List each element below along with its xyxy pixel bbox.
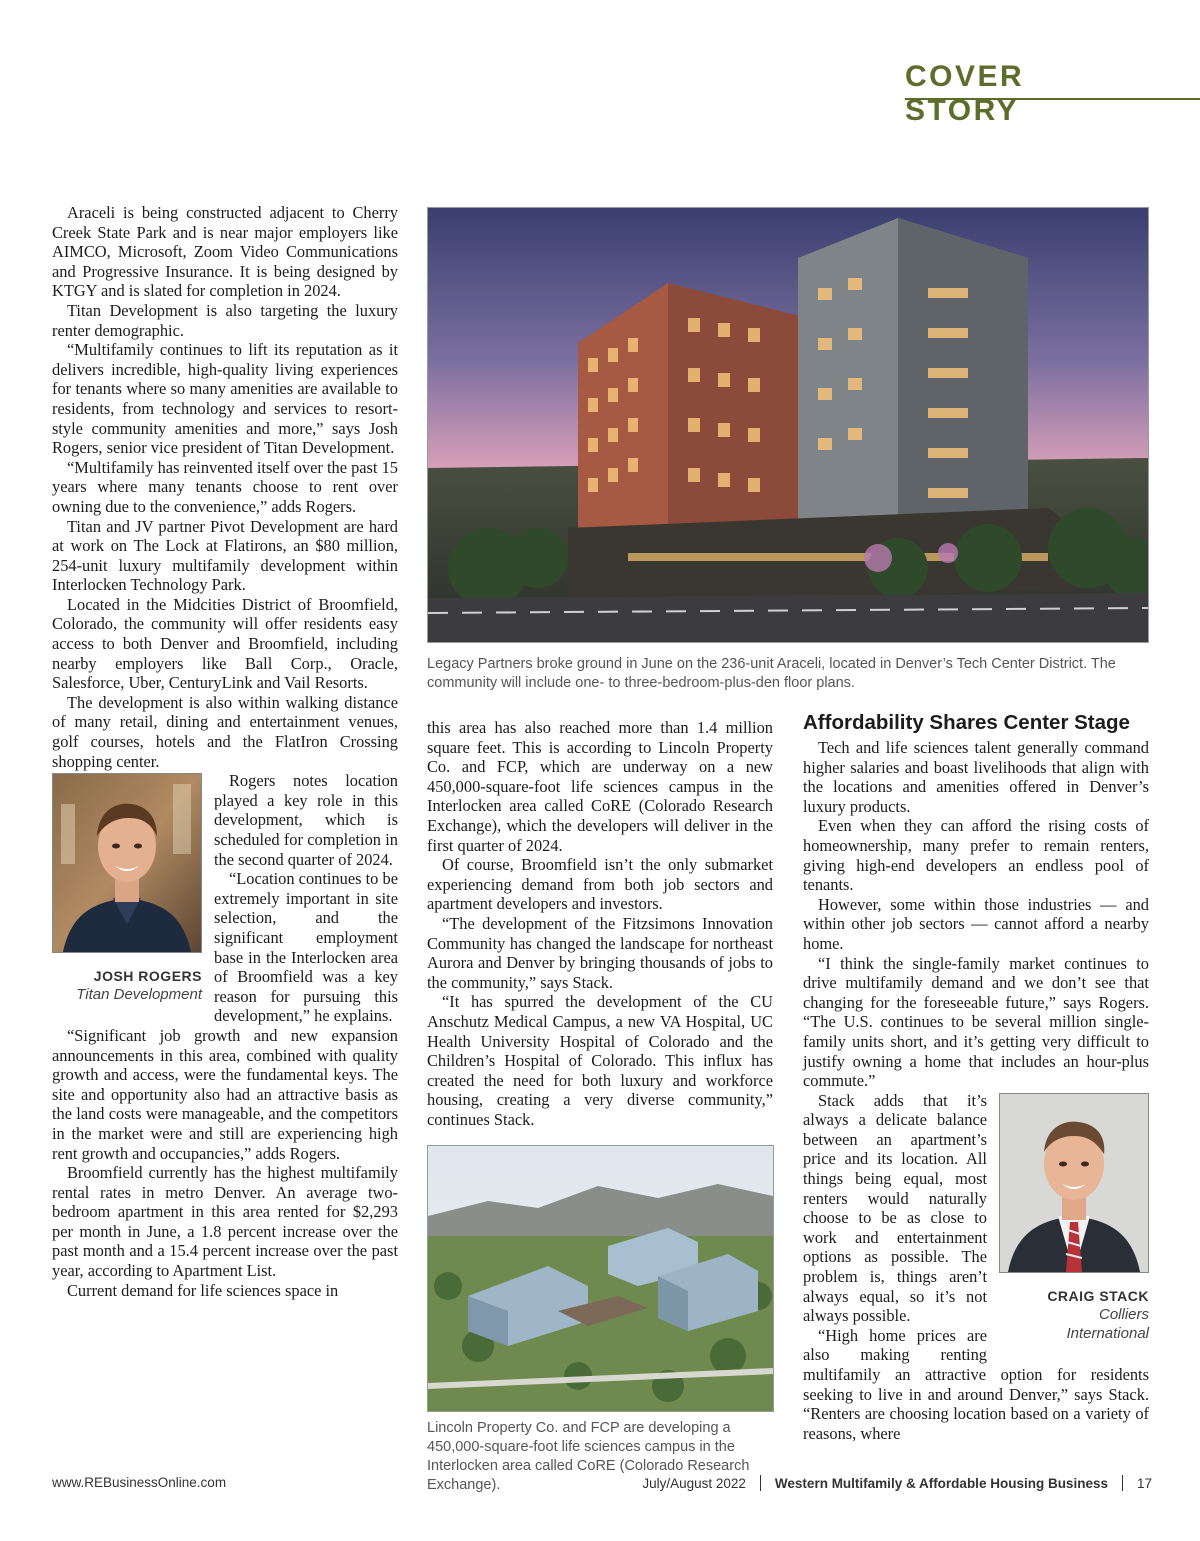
caption-org-line-2: International <box>1066 1324 1149 1342</box>
paragraph: Araceli is being constructed adjacent to Cherry Creek State Park and is near major employers like AIMCO, Microsoft, Zoom Video Communications and Progressive Insurance. It is being designed by KTGY and is slated for completion in 2024. <box>52 203 398 301</box>
section-title: COVER STORY <box>905 60 1025 127</box>
paragraph: Of course, Broomfield isn’t the only submarket experiencing demand from both job sectors and apartment developers and investors. <box>427 855 773 914</box>
core-campus-rendering-photo <box>427 1145 774 1412</box>
paragraph: However, some within those industries — and within other job sectors — cannot afford a nearby home. <box>803 894 1149 953</box>
paragraph: Located in the Midcities District of Broomfield, Colorado, the community will offer residents easy access to both Denver and Broomfield, including nearby employers like Ball Corp., Oracle, Salesforce, Uber, CenturyLink and Vail Resorts. <box>52 594 398 693</box>
paragraph: “Multifamily continues to lift its reputation as it delivers incredible, high-quality living experiences for tenants where so many amenities are available to residents, from technology and services to resort-style community amenities and more,” says Josh Rogers, senior vice president of Titan Development. <box>52 340 398 458</box>
main-photo-caption: Legacy Partners broke ground in June on the 236-unit Araceli, located in Denver’s Tech Center District. The community will include one- to three-bedroom-plus-den floor plans. <box>427 656 1116 691</box>
footer-info <box>642 1475 1152 1491</box>
article-column-1 <box>52 203 398 1300</box>
paragraph: “The development of the Fitzsimons Innovation Community has changed the landscape for northeast Aurora and Denver by bringing thousands of jobs to the community,” says Stack. <box>427 913 773 992</box>
footer-url: www.REBusinessOnline.com <box>52 1475 227 1490</box>
paragraph: Titan and JV partner Pivot Development are hard at work on The Lock at Flatirons, an $80 million, 254-unit luxury multifamily development within Interlocken Technology Park. <box>52 516 398 595</box>
paragraph: Tech and life sciences talent generally command higher salaries and boast livelihoods that align with the locations and amenities offered in Denver’s luxury products. <box>803 738 1149 816</box>
paragraph: “Location continues to be extremely important in site selection, and the significant employment base in the Interlocken area of Broomfield was a key reason for pursuing this development,” he explains. <box>214 869 398 1026</box>
paragraph: “I think the single-family market continues to drive multifamily demand and we don’t see that changing for the foreseeable future,” says Rogers. “The U.S. continues to be several million single-family units short, and it’s getting very difficult to justify owning a home that includes an hour-plus commute.” <box>803 953 1149 1091</box>
paragraph: Stack adds that it’s always a delicate balance between an apartment’s price and its location. All things being equal, most renters would naturally choose to be as close to work and entertainment options as possible. The problem is, things aren’t always equal, so it’s not always possible. <box>803 1090 987 1326</box>
caption-org-line-1: Colliers <box>1098 1305 1149 1323</box>
paragraph: “It has spurred the development of the CU Anschutz Medical Campus, a new VA Hospital, UC Health University Hospital of Colorado and the Children’s Hospital of Colorado. This influx has created the need for both luxury and workforce housing, creating a very diverse community,” continues Stack. <box>427 992 773 1129</box>
sidebar-heading: Affordability Shares Center Stage <box>803 711 1130 734</box>
paragraph: Broomfield currently has the highest multifamily rental rates in metro Denver. An average two-bedroom apartment in this area rented for $2,293 per month in June, a 1.8 percent increase over the past month and a 15.4 percent increase over the past year, according to Apartment List. <box>52 1163 398 1281</box>
page-number: 17 <box>1136 1476 1152 1491</box>
portrait-photo <box>999 1093 1149 1273</box>
caption-name: CRAIG STACK <box>1047 1287 1149 1304</box>
footer-divider <box>760 1475 761 1491</box>
footer-publication: Western Multifamily & Affordable Housing Business <box>774 1476 1108 1491</box>
article-column-3 <box>803 738 1149 1443</box>
headshot-craig-stack <box>999 1093 1149 1343</box>
paragraph: “High home prices are also making renting multifamily an attractive option for residents seeking to live in and around Denver,” says Stack. “Renters are choosing location based on a variety of reasons, where <box>803 1325 1149 1443</box>
portrait-photo <box>52 773 202 953</box>
paragraph: this area has also reached more than 1.4 million square feet. This is according to Lincoln Property Co. and FCP, which are underway on a new 450,000-square-foot life sciences campus in the Interlocken area called CoRE (Colorado Research Exchange), which the developers will deliver in the first quarter of 2024. <box>427 718 773 855</box>
article-column-2 <box>427 718 773 1129</box>
paragraph: The development is also within walking distance of many retail, dining and entertainment venues, golf courses, hotels and the FlatIron Crossing shopping center. <box>52 692 398 771</box>
section-header <box>905 60 1200 127</box>
paragraph: Titan Development is also targeting the luxury renter demographic. <box>52 300 398 340</box>
paragraph: Even when they can afford the rising costs of homeownership, many prefer to remain renters, giving high-end developers an endless pool of tenants. <box>803 816 1149 895</box>
footer-date: July/August 2022 <box>642 1476 746 1491</box>
paragraph: “Multifamily has reinvented itself over the past 15 years where many tenants choose to rent over owning due to the convenience,” adds Rogers. <box>52 457 398 516</box>
paragraph: Current demand for life sciences space in <box>67 1280 339 1300</box>
headshot-josh-rogers <box>52 773 202 1004</box>
page-footer <box>52 1475 1152 1495</box>
second-photo-caption: Lincoln Property Co. and FCP are developing a 450,000-square-foot life sciences campus in the Interlocken area called CoRE (Colorado Research Exchange). <box>427 1420 750 1493</box>
caption-org: Titan Development <box>76 986 202 1004</box>
paragraph: Rogers notes location played a key role in this development, which is scheduled for completion in the second quarter of 2024. <box>214 771 398 869</box>
paragraph: “Significant job growth and new expansion announcements in this area, combined with quality growth and access, were the fundamental keys. The site and opportunity also had an attractive basis as the land costs were manageable, and the competitors in the market were and still are experiencing high rent growth and occupancies,” adds Rogers. <box>52 1025 398 1163</box>
footer-divider <box>1122 1475 1123 1491</box>
araceli-rendering-photo <box>427 207 1149 643</box>
caption-name: JOSH ROGERS <box>93 968 202 985</box>
